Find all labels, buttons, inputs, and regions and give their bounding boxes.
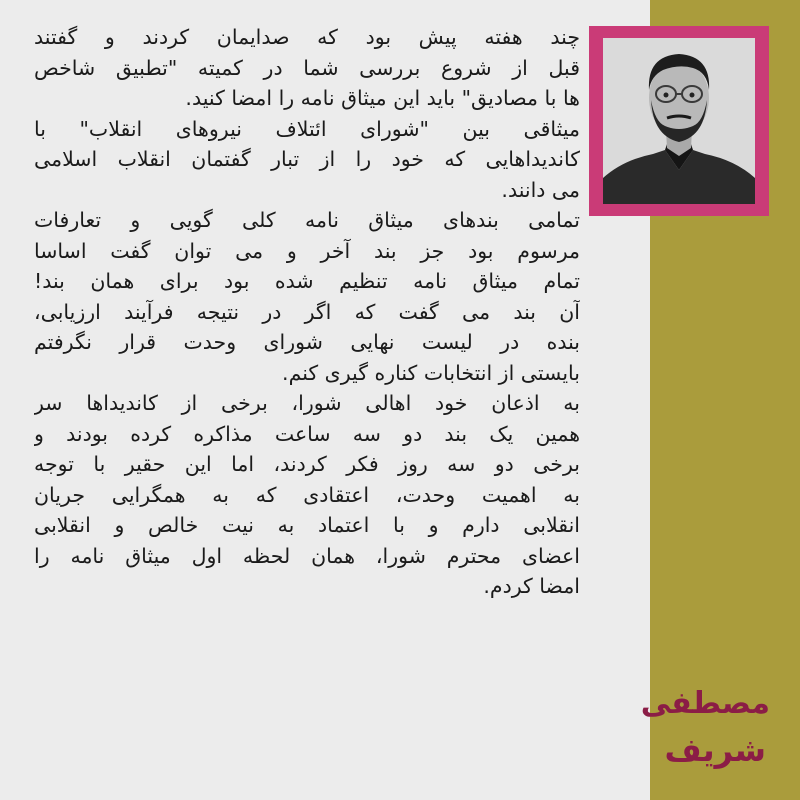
statement-line: بایستی از انتخابات کناره گیری کنم. [282, 360, 580, 385]
portrait-photo [603, 38, 755, 204]
statement-line: میثاقی بین "شورای ائتلاف نیروهای انقلاب" با [34, 116, 580, 141]
statement-line: اعضای محترم شورا، همان لحظه اول میثاق نامه را [34, 543, 580, 568]
statement-line: قبل از شروع بررسی شما در کمیته "تطبیق شاخص [34, 55, 580, 80]
statement-line: امضا کردم. [483, 574, 580, 598]
statement-line: همین یک بند دو سه ساعت مذاکره کرده بودند و [34, 421, 580, 446]
statement-line: انقلابی دارم و با اعتماد به نیت خالص و انقلابی [34, 513, 580, 537]
statement-line: برخی دو سه روز فکر کردند، اما این حقیر با توجه [34, 452, 580, 476]
statement-line: به اذعان خود اهالی شورا، برخی از کاندیداها سر [34, 391, 580, 415]
statement-line: کاندیداهایی که خود را از تبار گفتمان انقلاب اسلامی [34, 147, 580, 171]
statement-line: بنده در لیست نهایی شورای وحدت قرار نگرفتم [34, 330, 580, 354]
portrait-frame [589, 26, 769, 216]
statement-line: چند هفته پیش بود که صدایمان کردند و گفتند [34, 25, 580, 49]
person-portrait-icon [603, 38, 755, 204]
signature-logo [640, 680, 770, 780]
statement-line: ها با مصادیق" باید این میثاق نامه را امضا کنید. [185, 86, 580, 110]
statement-line: آن بند می گفت که اگر در نتیجه فرآیند ارزیابی، [34, 299, 580, 324]
statement-line: تمامی بندهای میثاق نامه کلی گویی و تعارفات [34, 208, 580, 232]
statement-line: می دانند. [501, 177, 580, 202]
statement-line: به اهمیت وحدت، اعتقادی که به همگرایی جریان [34, 482, 580, 507]
logo-first-name: مصطفی [640, 686, 770, 721]
statement-text [34, 22, 580, 602]
logo-last-name: شریف [664, 731, 766, 769]
statement-line: مرسوم بود جز بند آخر و می توان گفت اساسا [34, 238, 580, 263]
statement-line: تمام میثاق نامه تنظیم شده بود برای همان بند! [34, 269, 580, 293]
